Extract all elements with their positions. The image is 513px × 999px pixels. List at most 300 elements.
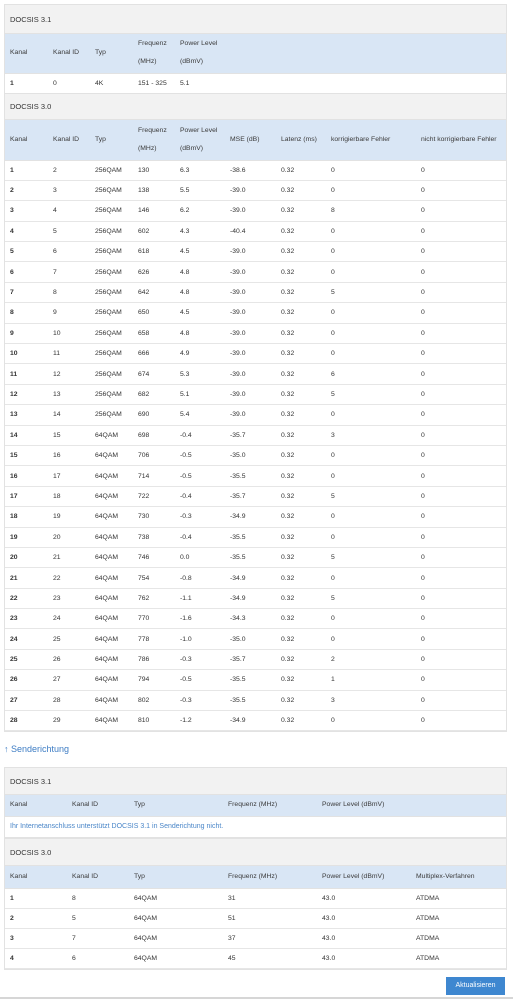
table-row [5, 670, 506, 690]
table-row [5, 629, 506, 649]
cell: 0 [416, 588, 506, 608]
cell: 666 [133, 344, 175, 364]
cell: -35.5 [225, 670, 276, 690]
cell: 28 [48, 690, 90, 710]
cell: ATDMA [411, 908, 506, 928]
cell: 64QAM [90, 486, 133, 506]
cell: 0 [326, 303, 416, 323]
column-header: Frequenz (MHz) [223, 866, 317, 888]
cell: 64QAM [90, 649, 133, 669]
cell: 5 [67, 908, 129, 928]
cell: -0.3 [175, 649, 225, 669]
cell: -34.9 [225, 588, 276, 608]
cell: 1 [5, 160, 48, 180]
cell: 1 [5, 73, 48, 93]
table-row [5, 527, 506, 547]
cell: -0.3 [175, 507, 225, 527]
cell: 31 [223, 888, 317, 908]
cell: 626 [133, 262, 175, 282]
cell: 17 [48, 466, 90, 486]
cell: -1.1 [175, 588, 225, 608]
cell: 0 [416, 384, 506, 404]
cell: 9 [48, 303, 90, 323]
cell: 0.32 [276, 282, 326, 302]
cell: 29 [48, 711, 90, 731]
cell: 642 [133, 282, 175, 302]
cell: -34.9 [225, 711, 276, 731]
downstream-docsis30-panel [4, 93, 507, 732]
cell: 64QAM [90, 466, 133, 486]
cell: -34.9 [225, 568, 276, 588]
column-header: Typ [90, 120, 133, 160]
docsis31-not-supported-message: Ihr Internetanschluss unterstützt DOCSIS 3.1 in Senderichtung nicht. [5, 817, 506, 838]
cell: ATDMA [411, 888, 506, 908]
cell: 0 [416, 242, 506, 262]
cell: 5 [326, 282, 416, 302]
cell: 0.32 [276, 364, 326, 384]
cell: 12 [48, 364, 90, 384]
cell: 3 [48, 180, 90, 200]
cell: 6.3 [175, 160, 225, 180]
cell: 0.32 [276, 711, 326, 731]
cell: -35.7 [225, 486, 276, 506]
cell: 8 [67, 888, 129, 908]
cell: 64QAM [129, 948, 223, 968]
table-row [5, 405, 506, 425]
cell: 64QAM [129, 928, 223, 948]
cell: 0 [326, 242, 416, 262]
cell: 64QAM [90, 711, 133, 731]
cell: 25 [48, 629, 90, 649]
cell: 3 [5, 201, 48, 221]
cell: 746 [133, 547, 175, 567]
cell: 4.5 [175, 242, 225, 262]
cell: 0 [48, 73, 90, 93]
cell: -39.0 [225, 344, 276, 364]
cell: 0 [326, 180, 416, 200]
cell: 26 [5, 670, 48, 690]
table-row [5, 262, 506, 282]
column-header: Typ [129, 866, 223, 888]
cell: 762 [133, 588, 175, 608]
section-title: DOCSIS 3.1 [5, 768, 506, 795]
cell: 730 [133, 507, 175, 527]
cell: 1 [326, 670, 416, 690]
cell: 64QAM [90, 629, 133, 649]
cell: 256QAM [90, 201, 133, 221]
cell: 602 [133, 221, 175, 241]
cell: 4.3 [175, 221, 225, 241]
table-row [5, 888, 506, 908]
cell: 43.0 [317, 948, 411, 968]
cell: 5.4 [175, 405, 225, 425]
cell: -34.9 [225, 507, 276, 527]
cell: 6 [326, 364, 416, 384]
column-header: Kanal [5, 120, 48, 160]
cell: 64QAM [90, 609, 133, 629]
cell: 658 [133, 323, 175, 343]
cell: 1 [5, 888, 67, 908]
cell: -40.4 [225, 221, 276, 241]
cell: 256QAM [90, 242, 133, 262]
cell: 18 [48, 486, 90, 506]
cell: 4K [90, 73, 133, 93]
cell: 146 [133, 201, 175, 221]
cell: 4.5 [175, 303, 225, 323]
upstream-docsis31-panel [4, 767, 507, 839]
upstream-docsis31-table [5, 795, 506, 817]
column-header: Frequenz (MHz) [133, 120, 175, 160]
cell: 64QAM [90, 425, 133, 445]
downstream-docsis31-table [5, 34, 506, 94]
column-header: Kanal ID [67, 866, 129, 888]
table-row [5, 282, 506, 302]
refresh-button[interactable]: Aktualisieren [446, 977, 505, 995]
cell: ATDMA [411, 928, 506, 948]
cell: 16 [48, 445, 90, 465]
cell: -35.5 [225, 690, 276, 710]
cell: 6.2 [175, 201, 225, 221]
table-row [5, 690, 506, 710]
cell: 2 [5, 908, 67, 928]
cell: 618 [133, 242, 175, 262]
cell: 64QAM [90, 547, 133, 567]
table-row [5, 242, 506, 262]
cell: 0 [416, 323, 506, 343]
cell: 20 [5, 547, 48, 567]
cell: 0 [416, 160, 506, 180]
column-header: korrigierbare Fehler [326, 120, 416, 160]
cell: 722 [133, 486, 175, 506]
cell: 10 [48, 323, 90, 343]
cell: 37 [223, 928, 317, 948]
cell: 0 [326, 262, 416, 282]
cell: -39.0 [225, 384, 276, 404]
cell: 0 [326, 568, 416, 588]
cell: 3 [5, 928, 67, 948]
cell: 5 [5, 242, 48, 262]
cell: -35.5 [225, 547, 276, 567]
upstream-docsis30-table [5, 866, 506, 969]
cell: 2 [5, 180, 48, 200]
cell: 0.32 [276, 649, 326, 669]
cell: 0.32 [276, 527, 326, 547]
cell: 0 [416, 711, 506, 731]
cell: 5 [326, 588, 416, 608]
cell: 690 [133, 405, 175, 425]
cell: 0 [416, 405, 506, 425]
cell: 23 [5, 609, 48, 629]
cell: 43.0 [317, 908, 411, 928]
upstream-docsis30-panel [4, 838, 507, 970]
cell: -39.0 [225, 282, 276, 302]
table-row [5, 568, 506, 588]
cell: 682 [133, 384, 175, 404]
cell: -0.4 [175, 527, 225, 547]
table-row [5, 948, 506, 968]
downstream-docsis30-table [5, 120, 506, 731]
cell: 256QAM [90, 384, 133, 404]
cell: 0 [416, 609, 506, 629]
cell: 19 [5, 527, 48, 547]
cell: 0.32 [276, 262, 326, 282]
cell: 4.8 [175, 262, 225, 282]
cell: 0.32 [276, 384, 326, 404]
cell: 64QAM [129, 908, 223, 928]
cell: 0 [416, 690, 506, 710]
cell: 4 [48, 201, 90, 221]
cell: 151 - 325 [133, 73, 175, 93]
cell: 19 [48, 507, 90, 527]
cell: 698 [133, 425, 175, 445]
cell: -39.0 [225, 323, 276, 343]
downstream-docsis31-panel [4, 4, 507, 95]
cell: 0.32 [276, 690, 326, 710]
cell: 3 [326, 425, 416, 445]
cell: 0.32 [276, 609, 326, 629]
cell: -0.8 [175, 568, 225, 588]
column-header: Power Level (dBmV) [175, 34, 506, 73]
cell: 256QAM [90, 364, 133, 384]
cell: 0 [326, 466, 416, 486]
column-header: Multiplex-Verfahren [411, 866, 506, 888]
cell: 0.32 [276, 568, 326, 588]
cell: 14 [5, 425, 48, 445]
cell: 256QAM [90, 160, 133, 180]
cell: -39.0 [225, 405, 276, 425]
cell: -0.5 [175, 466, 225, 486]
cell: 0 [326, 323, 416, 343]
section-title: DOCSIS 3.0 [5, 94, 506, 120]
column-header: Power Level (dBmV) [175, 120, 225, 160]
cell: 3 [326, 690, 416, 710]
cell: 0 [326, 445, 416, 465]
column-header: Frequenz (MHz) [133, 34, 175, 73]
cell: 0 [326, 160, 416, 180]
cell: 2 [48, 160, 90, 180]
cell: 0.32 [276, 242, 326, 262]
cell: 0 [416, 221, 506, 241]
cell: 64QAM [90, 527, 133, 547]
table-row [5, 323, 506, 343]
cell: -0.5 [175, 445, 225, 465]
cell: 15 [5, 445, 48, 465]
cell: 706 [133, 445, 175, 465]
cell: 45 [223, 948, 317, 968]
table-row [5, 364, 506, 384]
cell: 4 [5, 948, 67, 968]
cell: 20 [48, 527, 90, 547]
cell: 0 [416, 466, 506, 486]
cell: 0 [416, 527, 506, 547]
cell: 17 [5, 486, 48, 506]
cell: 28 [5, 711, 48, 731]
cell: 26 [48, 649, 90, 669]
table-row [5, 160, 506, 180]
cell: 5.1 [175, 73, 506, 93]
cell: 0.32 [276, 303, 326, 323]
cell: 0.32 [276, 221, 326, 241]
column-header: nicht korrigierbare Fehler [416, 120, 506, 160]
cell: 0.32 [276, 405, 326, 425]
cell: 256QAM [90, 323, 133, 343]
cell: -39.0 [225, 262, 276, 282]
cell: 13 [48, 384, 90, 404]
cell: 0 [326, 344, 416, 364]
cell: 0.32 [276, 344, 326, 364]
cell: 0 [416, 547, 506, 567]
cell: 64QAM [90, 670, 133, 690]
cell: -35.5 [225, 527, 276, 547]
cell: 27 [5, 690, 48, 710]
section-title: DOCSIS 3.1 [5, 5, 506, 34]
cell: 0 [416, 282, 506, 302]
section-title: DOCSIS 3.0 [5, 839, 506, 866]
cell: 4.8 [175, 323, 225, 343]
cell: -35.5 [225, 466, 276, 486]
cell: -0.5 [175, 670, 225, 690]
cell: 43.0 [317, 888, 411, 908]
cell: 5 [326, 384, 416, 404]
cell: 0.32 [276, 670, 326, 690]
cell: 64QAM [90, 445, 133, 465]
cell: 64QAM [90, 507, 133, 527]
cell: 674 [133, 364, 175, 384]
cell: 0 [326, 609, 416, 629]
table-row [5, 466, 506, 486]
cell: 256QAM [90, 282, 133, 302]
cell: -35.7 [225, 425, 276, 445]
cell: 794 [133, 670, 175, 690]
cell: 138 [133, 180, 175, 200]
cell: 802 [133, 690, 175, 710]
cell: 4 [5, 221, 48, 241]
cell: 5.5 [175, 180, 225, 200]
cell: 64QAM [90, 588, 133, 608]
cell: 24 [48, 609, 90, 629]
cell: ATDMA [411, 948, 506, 968]
column-header: Kanal ID [48, 34, 90, 73]
cell: 0.32 [276, 445, 326, 465]
table-row [5, 649, 506, 669]
cell: 13 [5, 405, 48, 425]
cell: 64QAM [90, 568, 133, 588]
cell: 8 [5, 303, 48, 323]
cell: 0 [326, 405, 416, 425]
cell: 18 [5, 507, 48, 527]
cell: 0.0 [175, 547, 225, 567]
cell: 14 [48, 405, 90, 425]
cell: -35.7 [225, 649, 276, 669]
cell: 0 [416, 670, 506, 690]
cell: 786 [133, 649, 175, 669]
cell: 256QAM [90, 180, 133, 200]
table-row [5, 425, 506, 445]
cell: 256QAM [90, 344, 133, 364]
cell: 0 [416, 262, 506, 282]
cell: 27 [48, 670, 90, 690]
table-row [5, 221, 506, 241]
cell: -0.4 [175, 425, 225, 445]
cell: -1.2 [175, 711, 225, 731]
cell: 754 [133, 568, 175, 588]
cell: 0 [416, 303, 506, 323]
cell: 0 [326, 711, 416, 731]
cell: -39.0 [225, 180, 276, 200]
cell: 0.32 [276, 160, 326, 180]
cell: -1.0 [175, 629, 225, 649]
cell: -39.0 [225, 242, 276, 262]
cell: 2 [326, 649, 416, 669]
senderichtung-link[interactable]: ↑ Senderichtung [4, 744, 70, 754]
cell: 256QAM [90, 303, 133, 323]
cell: 0.32 [276, 180, 326, 200]
cell: -39.0 [225, 303, 276, 323]
cell: 738 [133, 527, 175, 547]
column-header: Kanal [5, 866, 67, 888]
cell: 4.9 [175, 344, 225, 364]
cell: -0.3 [175, 690, 225, 710]
cell: 0 [416, 180, 506, 200]
cell: 8 [326, 201, 416, 221]
cell: 0 [416, 201, 506, 221]
cell: 0 [416, 629, 506, 649]
cell: 5.1 [175, 384, 225, 404]
cell: 21 [48, 547, 90, 567]
cell: 0 [416, 344, 506, 364]
table-row [5, 384, 506, 404]
cell: 0 [326, 221, 416, 241]
cell: 6 [5, 262, 48, 282]
table-row [5, 588, 506, 608]
column-header: Kanal ID [67, 795, 129, 816]
column-header: Typ [90, 34, 133, 73]
cell: 4.8 [175, 282, 225, 302]
table-row [5, 445, 506, 465]
table-row [5, 908, 506, 928]
table-row [5, 486, 506, 506]
cell: 5.3 [175, 364, 225, 384]
cell: 810 [133, 711, 175, 731]
cell: 0 [416, 649, 506, 669]
cell: -35.0 [225, 629, 276, 649]
cell: 22 [48, 568, 90, 588]
cell: 0.32 [276, 486, 326, 506]
cell: 7 [48, 262, 90, 282]
cell: 8 [48, 282, 90, 302]
table-row [5, 303, 506, 323]
cell: 16 [5, 466, 48, 486]
cell: 21 [5, 568, 48, 588]
column-header: MSE (dB) [225, 120, 276, 160]
cell: 7 [67, 928, 129, 948]
column-header: Kanal ID [48, 120, 90, 160]
cell: 770 [133, 609, 175, 629]
cell: 0.32 [276, 507, 326, 527]
cell: 64QAM [129, 888, 223, 908]
cell: 256QAM [90, 405, 133, 425]
cell: 23 [48, 588, 90, 608]
cell: 0 [416, 507, 506, 527]
table-row [5, 547, 506, 567]
cell: 0 [326, 507, 416, 527]
cell: 10 [5, 344, 48, 364]
cell: 256QAM [90, 221, 133, 241]
cell: 0 [416, 486, 506, 506]
column-header: Latenz (ms) [276, 120, 326, 160]
cell: -1.6 [175, 609, 225, 629]
cell: 0.32 [276, 629, 326, 649]
